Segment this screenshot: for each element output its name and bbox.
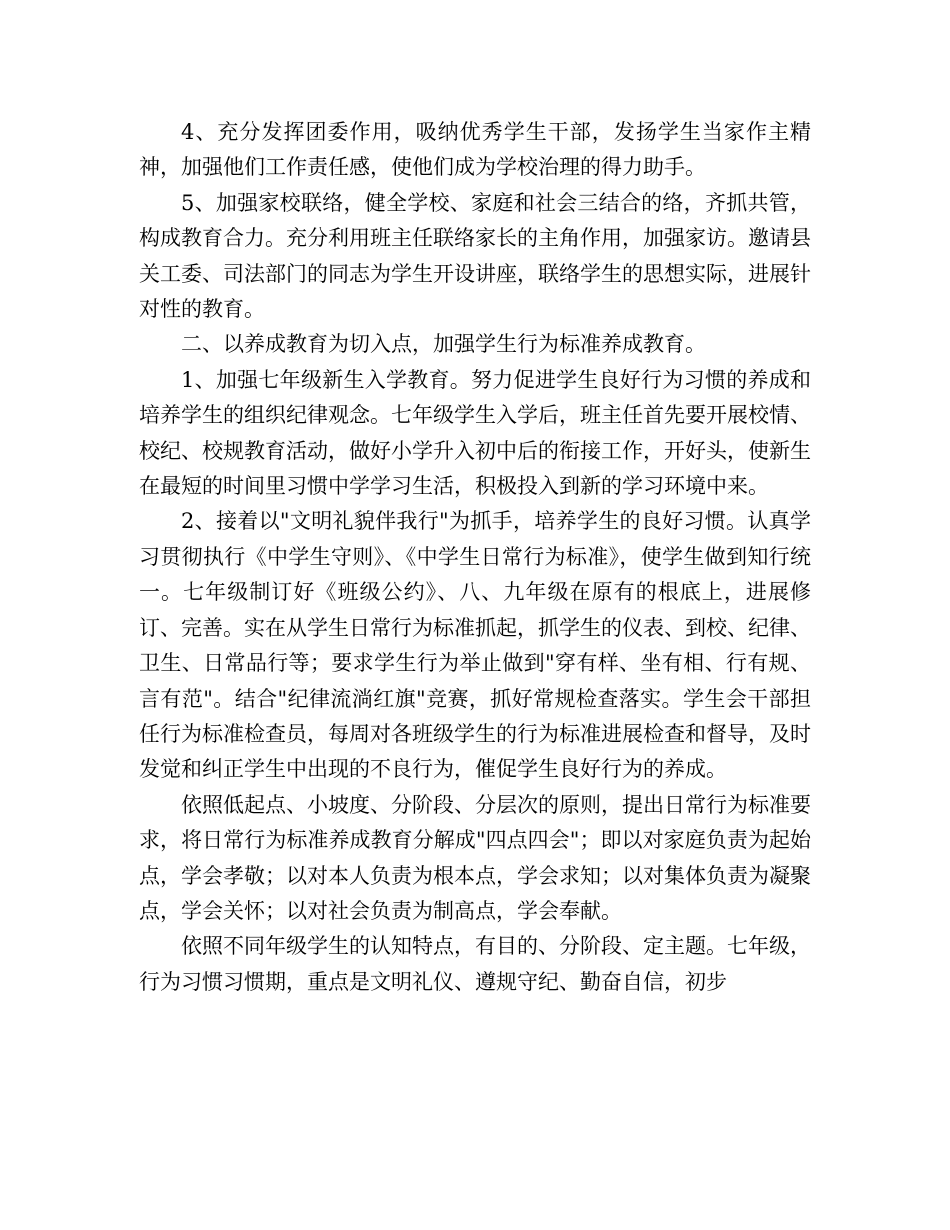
paragraph-5: 2、接着以"文明礼貌伴我行"为抓手，培养学生的良好习惯。认真学习贯彻执行《中学生守则》、《中学生日常行为标准》，使学生做到知行统一。七年级制订好《班级公约》、八、九年级在原有的根底上，进展修订、完善。实在从学生日常行为标准抓起，抓学生的仪表、到校、纪律、卫生、日常品行等；要求学生行为举止做到"穿有样、坐有相、行有规、言有范"。结合"纪律流淌红旗"竞赛，抓好常规检查落实。学生会干部担任行为标准检查员，每周对各班级学生的行为标准进展检查和督导，及时发觉和纠正学生中出现的不良行为，催促学生良好行为的养成。 — [139, 509, 811, 782]
paragraph-2: 5、加强家校联络，健全学校、家庭和社会三结合的络，齐抓共管，构成教育合力。充分利用班主任联络家长的主角作用，加强家访。邀请县关工委、司法部门的同志为学生开设讲座，联络学生的思想实际，进展针对性的教育。 — [139, 190, 811, 322]
paragraph-4: 1、加强七年级新生入学教育。努力促进学生良好行为习惯的养成和培养学生的组织纪律观念。七年级学生入学后，班主任首先要开展校情、校纪、校规教育活动，做好小学升入初中后的衔接工作，开好头，使新生在最短的时间里习惯中学学习生活，积极投入到新的学习环境中来。 — [139, 367, 811, 499]
paragraph-7: 依照不同年级学生的认知特点，有目的、分阶段、定主题。七年级，行为习惯习惯期，重点是文明礼仪、遵规守纪、勤奋自信，初步 — [139, 934, 811, 994]
document-page — [139, 115, 811, 1000]
paragraph-3-section-heading: 二、以养成教育为切入点，加强学生行为标准养成教育。 — [181, 332, 706, 357]
paragraph-1: 4、充分发挥团委作用，吸纳优秀学生干部，发扬学生当家作主精神，加强他们工作责任感，使他们成为学校治理的得力助手。 — [139, 120, 811, 180]
paragraph-6: 依照低起点、小坡度、分阶段、分层次的原则，提出日常行为标准要求，将日常行为标准养成教育分解成"四点四会"；即以对家庭负责为起始点，学会孝敬；以对本人负责为根本点，学会求知；以对集体负责为凝聚点，学会关怀；以对社会负责为制高点，学会奉献。 — [139, 792, 811, 923]
